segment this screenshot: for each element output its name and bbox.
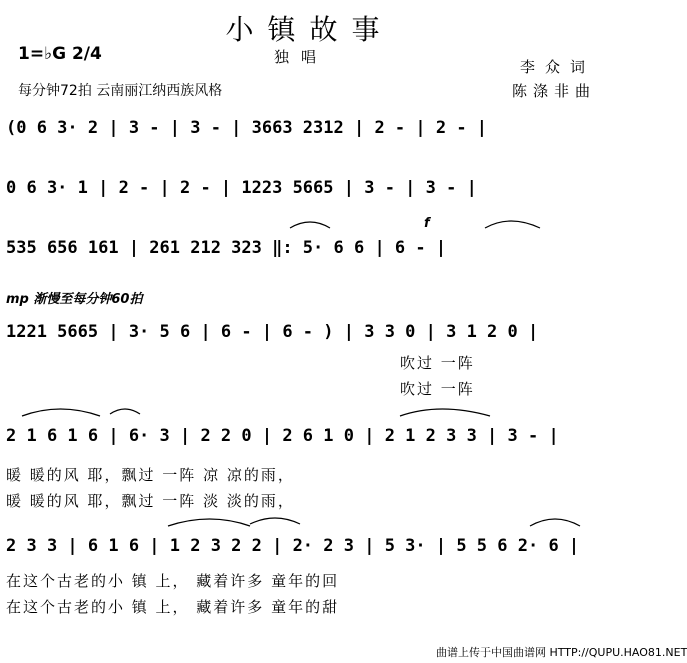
song-title: 小镇故事 xyxy=(225,13,394,46)
composer-credit: 陈涤非曲 xyxy=(512,82,597,100)
lyrics-row3-verse2: 吹过 一阵 xyxy=(400,380,475,398)
lyricist-credit: 李众词 xyxy=(520,58,596,76)
notation-row-5: 2 1 6 1 6 | 6· 3 | 2 2 0 | 2 6 1 0 | 2 1 2 3 3 | 3 - | xyxy=(6,426,559,446)
source-footer: 曲谱上传于中国曲谱网 HTTP://QUPU.HAO81.NET xyxy=(436,646,687,659)
notation-row-4: 1221 5665 | 3· 5 6 | 6 - | 6 - ) | 3 3 0 | 3 1 2 0 | xyxy=(6,322,539,342)
notation-row-2: 0 6 3· 1 | 2 - | 2 - | 1223 5665 | 3 - | 3 - | xyxy=(6,178,477,198)
performance-mode: 独唱 xyxy=(274,48,329,66)
forte-mark: f xyxy=(424,216,430,231)
key-signature: 1=♭G 2/4 xyxy=(18,44,102,64)
lyrics-row3-verse1: 吹过 一阵 xyxy=(400,354,475,372)
lyrics-row5-verse1: 在这个古老的小 镇 上， 藏着许多 童年的回 xyxy=(6,572,340,590)
notation-row-3: 535 656 161 | 261 212 323 ‖: 5· 6 6 | 6 - | xyxy=(6,238,447,258)
lyrics-row4-verse2: 暖 暖的风 耶，飘过 一阵 淡 淡的雨， xyxy=(6,492,295,510)
lyrics-row4-verse1: 暖 暖的风 耶，飘过 一阵 凉 凉的雨， xyxy=(6,466,295,484)
notation-row-1: (0 6 3· 2 | 3 - | 3 - | 3663 2312 | 2 - | 2 - | xyxy=(6,118,488,138)
tempo-style: 每分钟72拍 云南丽江纳西族风格 xyxy=(18,83,223,99)
tempo-change-mark: mp 渐慢至每分钟60拍 xyxy=(6,292,143,307)
notation-row-6: 2 3 3 | 6 1 6 | 1 2 3 2 2 | 2· 2 3 | 5 3· | 5 5 6 2· 6 | xyxy=(6,536,580,556)
lyrics-row5-verse2: 在这个古老的小 镇 上， 藏着许多 童年的甜 xyxy=(6,598,340,616)
